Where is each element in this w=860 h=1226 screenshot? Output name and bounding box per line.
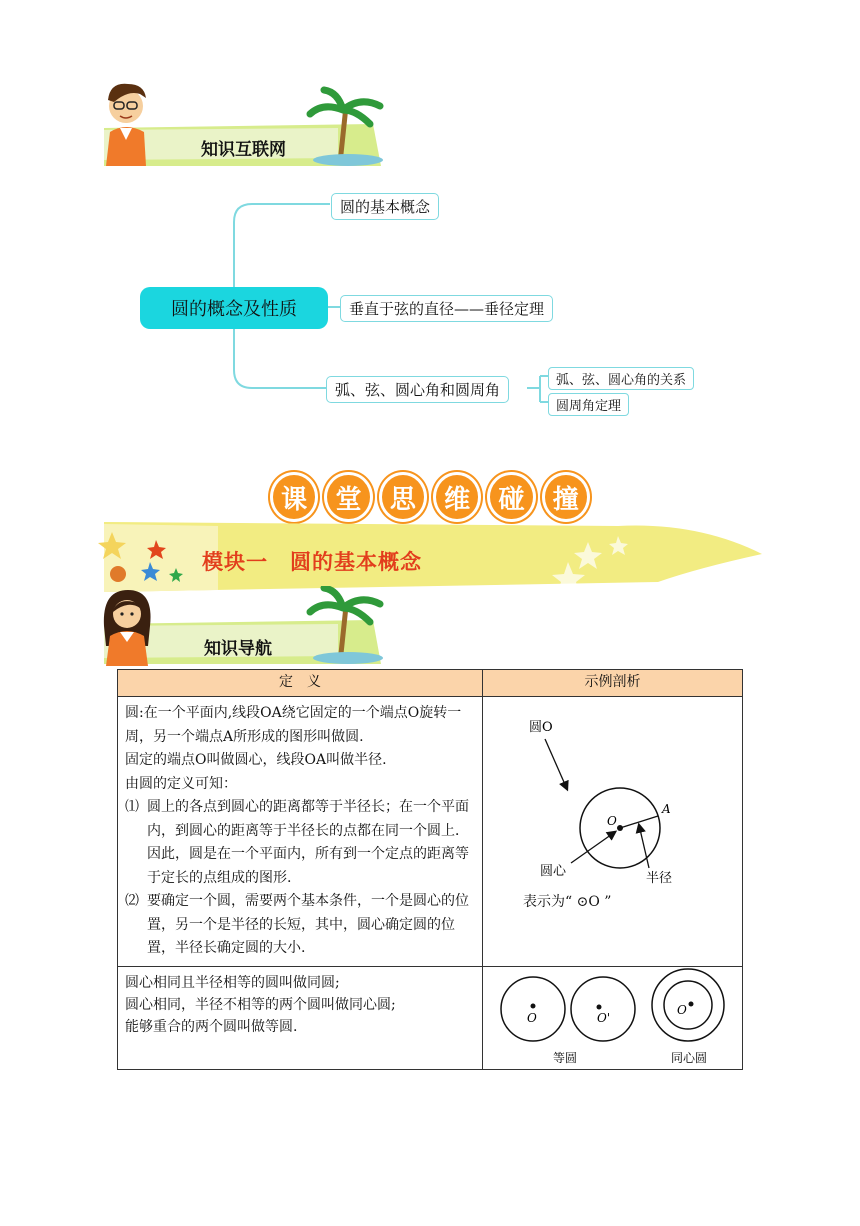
mindmap-sub-inscribed-angle: 圆周角定理 — [548, 393, 629, 416]
mindmap-branch-basic-concepts: 圆的基本概念 — [331, 193, 439, 220]
module-banner-decoration — [98, 512, 766, 594]
label-center: 圆心 — [540, 864, 567, 879]
equal-circle-1 — [501, 977, 565, 1041]
section-char: 撞 — [542, 472, 590, 522]
table-header-definition: 定 义 — [118, 670, 483, 697]
concentric-inner-circle — [664, 981, 712, 1029]
section-char: 思 — [379, 472, 427, 522]
module-banner — [98, 512, 766, 594]
table-header-example: 示例剖析 — [483, 670, 743, 697]
circle-notation: 表示为“ ⊙O ” — [523, 894, 612, 910]
label-o1: O — [527, 1010, 537, 1025]
section-char: 堂 — [324, 472, 372, 522]
caption-equal-circles: 等圆 — [553, 1050, 578, 1065]
definition-circle: 圆:在一个平面内,线段OA绕它固定的一个端点O旋转一周，另一个端点A所形成的图形叫做圆. — [125, 705, 462, 745]
definition-table — [117, 669, 743, 1070]
label-radius: 半径 — [646, 871, 673, 886]
center-point — [597, 1004, 602, 1009]
section-char: 维 — [433, 472, 481, 522]
mindmap-root: 圆的概念及性质 — [140, 287, 328, 329]
list-item — [125, 796, 477, 890]
example-cell — [483, 697, 743, 967]
definition-center-radius: 固定的端点O叫做圆心，线段OA叫做半径. — [125, 752, 387, 768]
definition-cell — [118, 966, 483, 1069]
definition-equal-circles: 能够重合的两个圆叫做等圆. — [125, 1018, 298, 1035]
label-center-o: O — [607, 814, 617, 828]
label-o2: O' — [597, 1010, 611, 1025]
label-circle-o: 圆O — [529, 720, 553, 735]
definition-cell — [118, 697, 483, 967]
module-title: 模块一 圆的基本概念 — [202, 550, 422, 574]
circle-diagram — [503, 705, 763, 905]
table-header-row — [118, 670, 743, 697]
circle-label-arrow — [545, 739, 567, 789]
equal-circle-2 — [571, 977, 635, 1041]
section-char: 课 — [270, 472, 318, 522]
equal-concentric-diagram — [483, 967, 745, 1067]
mindmap-branch-perpendicular-diameter: 垂直于弦的直径——垂径定理 — [340, 295, 553, 322]
mindmap-sub-relation: 弧、弦、圆心角的关系 — [548, 367, 694, 390]
table-row — [118, 966, 743, 1069]
list-number: ⑴ — [125, 799, 139, 815]
table-row — [118, 697, 743, 967]
list-text: 要确定一个圆，需要两个基本条件，一个是圆心的位置，另一个是半径的长短，其中，圆心确定圆的位置，半径长确定圆的大小. — [147, 893, 469, 956]
example-cell — [483, 966, 743, 1069]
caption-concentric-circles: 同心圆 — [671, 1050, 708, 1065]
knowledge-navigation-banner — [98, 586, 388, 668]
section-char: 碰 — [487, 472, 535, 522]
list-text: 圆上的各点到圆心的距离都等于半径长；在一个平面内，到圆心的距离等于半径长的点都在同一个圆上．因此，圆是在一个平面内，所有到一个定点的距离等于定长的点组成的图形. — [147, 799, 469, 886]
definition-intro: 由圆的定义可知： — [125, 775, 237, 792]
banner-title: 知识互联网 — [201, 140, 286, 160]
definition-same-circle: 圆心相同且半径相等的圆叫做同圆; — [125, 974, 340, 991]
mindmap-branch-arcs-chords-angles: 弧、弦、圆心角和圆周角 — [326, 376, 509, 403]
list-number: ⑵ — [125, 893, 139, 909]
label-o3: O — [677, 1002, 687, 1017]
list-item — [125, 890, 477, 961]
concentric-outer-circle — [652, 969, 724, 1041]
definition-concentric: 圆心相同，半径不相等的两个圆叫做同心圆; — [125, 996, 396, 1013]
label-point-a: A — [662, 802, 671, 816]
center-point — [689, 1001, 694, 1006]
banner2-title: 知识导航 — [204, 639, 272, 659]
center-point — [531, 1003, 536, 1008]
